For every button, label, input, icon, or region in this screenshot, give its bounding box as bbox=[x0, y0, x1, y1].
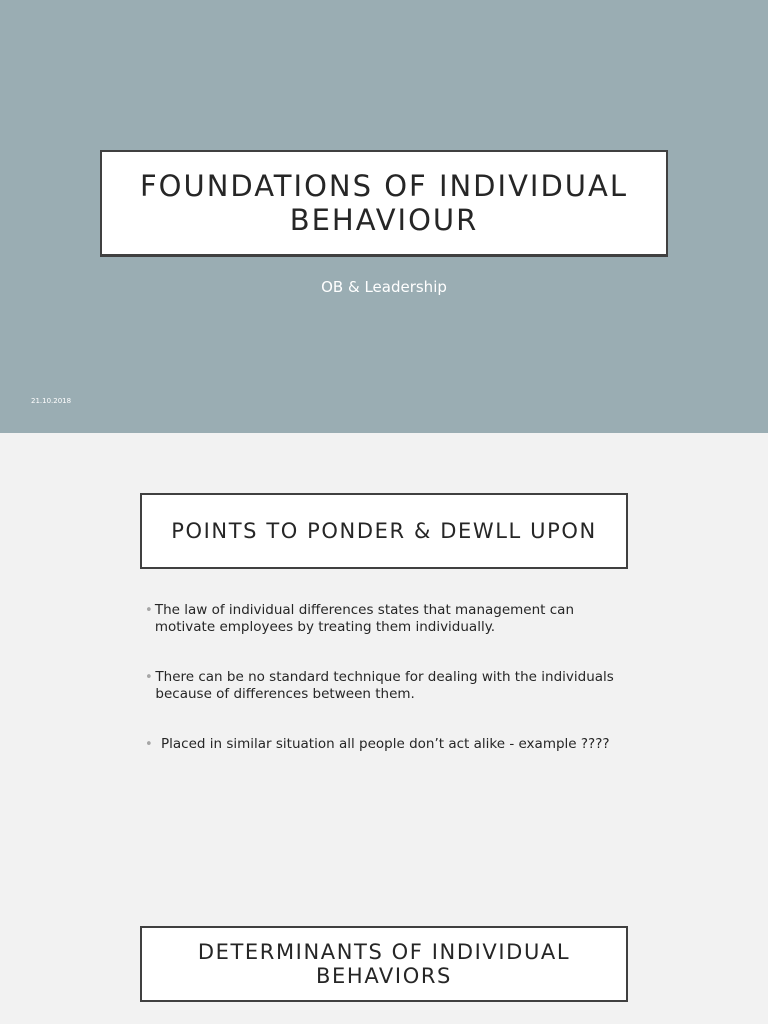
bullet-item bbox=[145, 736, 625, 753]
determinants-title: DETERMINANTS OF INDIVIDUAL BEHAVIORS bbox=[197, 940, 571, 988]
points-title-box bbox=[140, 493, 628, 569]
bullet-dot-icon: • bbox=[145, 670, 153, 685]
title-box bbox=[100, 150, 668, 257]
bullet-list bbox=[145, 602, 625, 786]
bullet-text: Placed in similar situation all people don’t act alike - example ???? bbox=[161, 736, 610, 752]
slide-title: FOUNDATIONS OF INDIVIDUAL BEHAVIOUR bbox=[139, 169, 629, 237]
title-slide bbox=[0, 0, 768, 433]
bullet-dot-icon: • bbox=[145, 737, 153, 752]
bullet-dot-icon: • bbox=[145, 603, 153, 618]
slide-subtitle: OB & Leadership bbox=[321, 278, 447, 296]
bullet-text: The law of individual differences states that management can motivate employees by treating them individually. bbox=[154, 602, 575, 635]
slide-date: 21.10.2018 bbox=[31, 397, 72, 405]
bullet-item bbox=[145, 669, 625, 703]
determinants-title-box bbox=[140, 926, 628, 1002]
bullet-text: There can be no standard technique for dealing with the individuals because of differences between them. bbox=[155, 669, 614, 702]
points-title: POINTS TO PONDER & DEWLL UPON bbox=[171, 519, 597, 543]
bullet-item bbox=[145, 602, 625, 636]
